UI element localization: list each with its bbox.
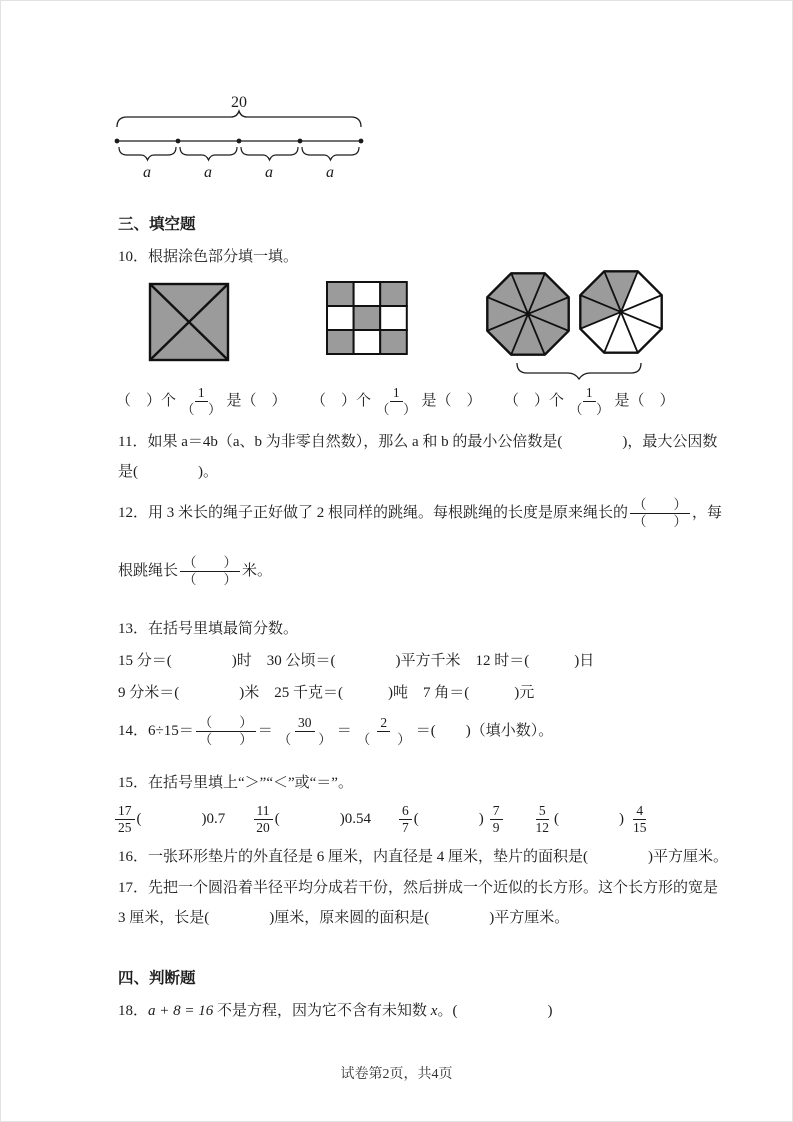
diagram-point bbox=[176, 139, 181, 144]
q14-text-pre: 14．6÷15＝ bbox=[118, 723, 194, 739]
q10-fraction: $\frac{1}{( )}$ bbox=[569, 384, 610, 417]
q10-fraction: $\frac{1}{( )}$ bbox=[181, 384, 222, 417]
segment-brace bbox=[119, 147, 176, 160]
question-11-line-2: 是( )。 bbox=[118, 464, 218, 480]
q15-frac-5-12: $\frac{5}{12}$ bbox=[535, 802, 549, 835]
q18-equation: a + 8 = 16 bbox=[148, 1003, 214, 1019]
q12-fraction-1: $\frac{( )}{( )}$ bbox=[630, 497, 690, 530]
q15-blank-3: ( ) bbox=[413, 811, 484, 827]
q18-variable: x bbox=[430, 1003, 438, 1019]
figure-grid-nine bbox=[325, 280, 409, 356]
segment-brace bbox=[180, 147, 237, 160]
q10-blank-result: 是（ ） bbox=[614, 393, 675, 409]
q10-blank-count: （ ）个 bbox=[311, 393, 372, 409]
diagram-point bbox=[359, 139, 364, 144]
segment-label: a bbox=[204, 164, 212, 181]
question-13-line-2: 15 分＝( )时 30 公顷＝( )平方千米 12 时＝( )日 bbox=[118, 653, 595, 669]
q12-text-pre: 12．用 3 米长的绳子正好做了 2 根同样的跳绳。每根跳绳的长度是原来绳长的 bbox=[118, 505, 629, 521]
q14-equals: ＝ bbox=[257, 723, 273, 739]
question-17-line-2: 3 厘米，长是( )厘米，原来圆的面积是( )平方厘米。 bbox=[118, 910, 570, 926]
figure-square-quarters bbox=[148, 282, 230, 362]
q18-blank: 。( ) bbox=[437, 1003, 553, 1019]
figure-octagon-right bbox=[576, 267, 666, 357]
segment-label: a bbox=[265, 164, 273, 181]
question-16: 16．一张环形垫片的外直径是 6 厘米，内直径是 4 厘米，垫片的面积是( )平方厘米。 bbox=[118, 849, 728, 865]
segment-label: a bbox=[143, 164, 151, 181]
q15-frac-7-9: $\frac{7}{9}$ bbox=[490, 803, 503, 836]
q14-text-post: ＝( )（填小数）。 bbox=[415, 723, 554, 739]
q15-blank-2: ( ) bbox=[274, 811, 345, 827]
q15-frac-17-25: $\frac{17}{25}$ bbox=[115, 803, 135, 836]
q14-fraction-3: $\frac{2}{( )}$ bbox=[356, 714, 411, 747]
q14-equals: ＝ bbox=[336, 723, 352, 739]
segment-brace bbox=[241, 147, 298, 160]
q15-value-0.54: 0.54 bbox=[344, 811, 371, 827]
figure-octagon-left bbox=[483, 269, 573, 359]
q10-blank-result: 是（ ） bbox=[421, 393, 482, 409]
question-11-line-1: 11．如果 a＝4b（a、b 为非零自然数），那么 a 和 b 的最小公倍数是( )，最大公因数 bbox=[118, 434, 718, 450]
segment-brace bbox=[302, 147, 359, 160]
q18-number: 18． bbox=[118, 1003, 149, 1019]
q15-blank-1: ( ) bbox=[136, 811, 207, 827]
q10-answer-group-2 bbox=[311, 383, 482, 419]
section-3-title: 三、填空题 bbox=[118, 216, 196, 233]
diagram-point bbox=[237, 139, 242, 144]
section-4-title: 四、判断题 bbox=[118, 970, 196, 987]
question-17-line-1: 17．先把一个圆沿着半径平均分成若干份，然后拼成一个近似的长方形。这个长方形的宽是 bbox=[118, 880, 719, 896]
q12-text2-post: 米。 bbox=[242, 563, 273, 579]
q10-fraction: $\frac{1}{( )}$ bbox=[376, 384, 417, 417]
page-footer: 试卷第2页，共4页 bbox=[340, 1067, 453, 1082]
question-10-text: 10．根据涂色部分填一填。 bbox=[118, 249, 299, 265]
question-13-line-1: 13．在括号里填最简分数。 bbox=[118, 621, 299, 637]
q15-frac-11-20: $\frac{11}{20}$ bbox=[253, 803, 273, 836]
question-14 bbox=[118, 707, 553, 755]
diagram-point bbox=[115, 139, 120, 144]
q14-fraction-1: $\frac{( )}{( )}$ bbox=[196, 715, 256, 748]
q10-answer-group-3 bbox=[504, 383, 675, 419]
q15-blank-4: ( ) bbox=[554, 811, 624, 827]
q15-value-0.7: 0.7 bbox=[206, 811, 226, 827]
diagram-point bbox=[298, 139, 303, 144]
q10-blank-count: （ ）个 bbox=[504, 393, 565, 409]
q15-frac-6-7: $\frac{6}{7}$ bbox=[399, 803, 412, 836]
q14-fraction-2: $\frac{30}{( )}$ bbox=[277, 714, 332, 747]
segment-label: a bbox=[326, 164, 334, 181]
top-brace bbox=[117, 111, 361, 127]
q15-frac-4-15: $\frac{4}{15}$ bbox=[633, 802, 647, 835]
question-15-comparisons bbox=[113, 799, 652, 839]
q12-fraction-2: $\frac{( )}{( )}$ bbox=[180, 555, 240, 588]
q10-blank-count: （ ）个 bbox=[116, 393, 177, 409]
segment-diagram bbox=[109, 93, 371, 181]
q10-blank-result: 是（ ） bbox=[226, 393, 287, 409]
question-12-line-1 bbox=[118, 491, 722, 535]
question-18 bbox=[118, 1001, 552, 1021]
q10-answer-group-1 bbox=[116, 383, 287, 419]
question-13-line-3: 9 分米＝( )米 25 千克＝( )吨 7 角＝( )元 bbox=[118, 685, 535, 701]
question-15-line-1: 15．在括号里填上“＞”“＜”或“＝”。 bbox=[118, 775, 353, 791]
q18-text: 不是方程，因为它不含有未知数 bbox=[213, 1003, 431, 1019]
q12-text-post: ，每 bbox=[692, 505, 723, 521]
octagons-under-brace bbox=[515, 361, 643, 381]
q12-text2-pre: 根跳绳长 bbox=[118, 563, 179, 579]
diagram-total-label: 20 bbox=[231, 94, 247, 111]
question-12-line-2 bbox=[118, 549, 272, 593]
